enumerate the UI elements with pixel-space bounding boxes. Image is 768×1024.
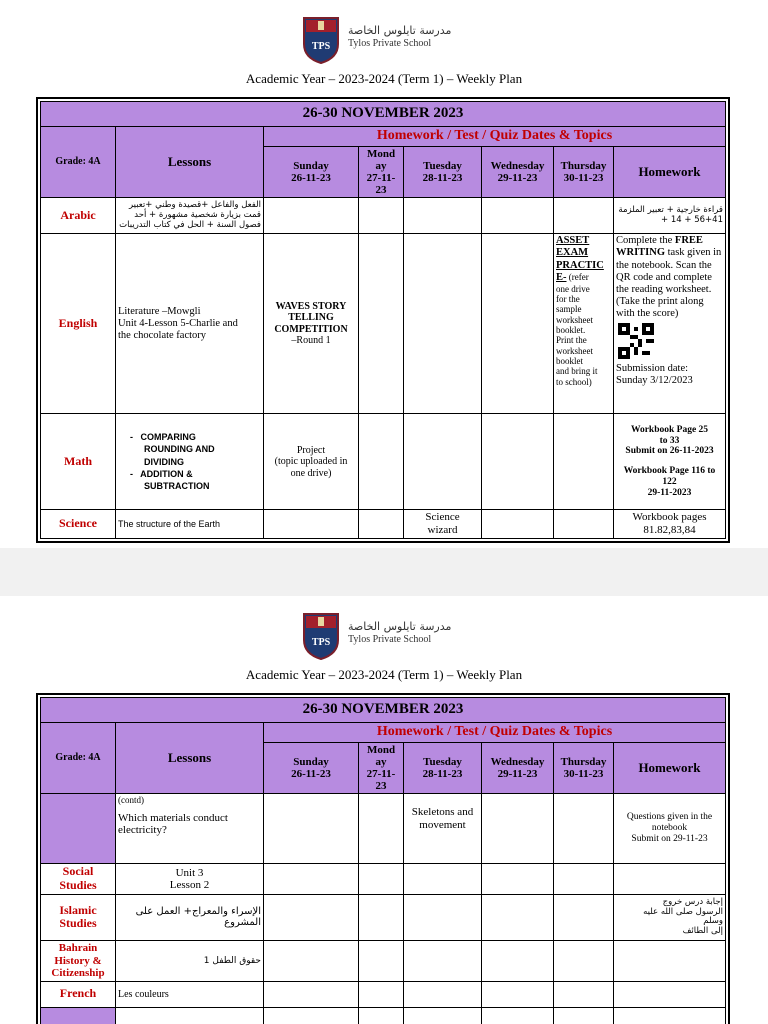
islamic-homework: إجابة درس خروج الرسول صلى الله عليه وسلم إلى الطائف xyxy=(614,894,726,940)
social-lessons: Unit 3 Lesson 2 xyxy=(116,864,264,895)
thursday-header: Thursday 30-11-23 xyxy=(554,743,614,794)
science-tuesday: Science wizard xyxy=(404,510,482,538)
bahrain-lessons: حقوق الطفل 1 xyxy=(116,940,264,981)
english-thursday: ASSET EXAM PRACTIC E- (refer one drive for the sample worksheet booklet. Print the worksheet booklet and bring it to school) xyxy=(554,234,614,414)
table-row xyxy=(41,864,726,895)
tuesday-header: Tuesday 28-11-23 xyxy=(404,147,482,198)
subject-french: French xyxy=(41,981,116,1007)
math-lessons: - COMPARING ROUNDING AND DIVIDING - ADDITION & SUBTRACTION xyxy=(116,414,264,510)
sunday-header: Sunday 26-11-23 xyxy=(264,147,359,198)
school-name-arabic: مدرسة تايلوس الخاصة xyxy=(348,620,452,633)
school-header xyxy=(0,14,768,66)
subject-science-contd xyxy=(41,794,116,864)
table-row xyxy=(41,940,726,981)
french-lessons: Les couleurs xyxy=(116,981,264,1007)
lessons-header: Lessons xyxy=(116,723,264,794)
subject-math: Math xyxy=(41,414,116,510)
table-row xyxy=(41,894,726,940)
math-homework: Workbook Page 25 to 33 Submit on 26-11-2023 Workbook Page 116 to 122 29-11-2023 xyxy=(614,414,726,510)
sunday-header: Sunday 26-11-23 xyxy=(264,743,359,794)
science-lessons: The structure of the Earth xyxy=(116,510,264,538)
page-2 xyxy=(0,596,768,1024)
arabic-lessons: الفعل والفاعل +قصيدة وطني +تعبير قمت بزيارة شخصية مشهورة + أحد فصول السنة + الحل في كتاب التدريبات xyxy=(116,198,264,234)
subject-social-studies: Social Studies xyxy=(41,864,116,895)
subject-science: Science xyxy=(41,510,116,538)
school-name-arabic: مدرسة تايلوس الخاصة xyxy=(348,24,452,37)
school-name-english: Tylos Private School xyxy=(348,38,432,49)
math-sunday: Project (topic uploaded in one drive) xyxy=(264,414,359,510)
svg-text:TPS: TPS xyxy=(311,637,331,648)
science-homework: Workbook pages 81.82,83,84 xyxy=(614,510,726,538)
wednesday-header: Wednesday 29-11-23 xyxy=(482,147,554,198)
wednesday-header: Wednesday 29-11-23 xyxy=(482,743,554,794)
table-row xyxy=(41,794,726,864)
monday-header: Mond ay 27-11- 23 xyxy=(359,147,404,198)
plan-title: Academic Year – 2023-2024 (Term 1) – Weekly Plan xyxy=(245,667,523,682)
subject-arabic: Arabic xyxy=(41,198,116,234)
school-header xyxy=(0,610,768,662)
weekly-plan-table xyxy=(36,97,730,543)
table-row xyxy=(41,981,726,1007)
school-crest-logo xyxy=(302,612,340,660)
svg-text:TPS: TPS xyxy=(311,41,331,52)
science-contd-tuesday: Skeletons and movement xyxy=(404,794,482,864)
science-contd-lessons: (contd) Which materials conduct electricity? xyxy=(116,794,264,864)
subject-islamic-studies: Islamic Studies xyxy=(41,894,116,940)
table-row xyxy=(41,234,726,414)
homework-dates-header: Homework / Test / Quiz Dates & Topics xyxy=(264,723,726,743)
homework-dates-header: Homework / Test / Quiz Dates & Topics xyxy=(264,127,726,147)
monday-header: Mond ay 27-11- 23 xyxy=(359,743,404,794)
week-dates: 26-30 NOVEMBER 2023 xyxy=(41,102,726,127)
school-crest-logo xyxy=(302,16,340,64)
thursday-header: Thursday 30-11-23 xyxy=(554,147,614,198)
plan-title: Academic Year – 2023-2024 (Term 1) – Weekly Plan xyxy=(245,71,523,86)
science-contd-homework: Questions given in the notebook Submit on 29-11-23 xyxy=(614,794,726,864)
page-separator xyxy=(0,548,768,596)
homework-header: Homework xyxy=(614,743,726,794)
lessons-header: Lessons xyxy=(116,127,264,198)
subject-bahrain-history: Bahrain History & Citizenship xyxy=(41,940,116,981)
school-name-english: Tylos Private School xyxy=(348,634,432,645)
english-homework: Complete the FREE WRITING task given in the notebook. Scan the QR code and complete the reading worksheet.(Take the print along with the score) Submission date: Sunday 3/12/2023 xyxy=(614,234,726,414)
table-row xyxy=(41,414,726,510)
tuesday-header: Tuesday 28-11-23 xyxy=(404,743,482,794)
subject-english: English xyxy=(41,234,116,414)
week-dates: 26-30 NOVEMBER 2023 xyxy=(41,698,726,723)
qr-code-icon[interactable] xyxy=(618,323,654,359)
table-row xyxy=(41,1007,726,1024)
islamic-lessons: الإسراء والمعراج+ العمل على المشروع xyxy=(116,894,264,940)
table-row xyxy=(41,510,726,538)
english-sunday: WAVES STORY TELLING COMPETITION –Round 1 xyxy=(264,234,359,414)
english-lessons: Literature –Mowgli Unit 4-Lesson 5-Charlie and the chocolate factory xyxy=(116,234,264,414)
grade-label: Grade: 4A xyxy=(41,127,116,198)
homework-header: Homework xyxy=(614,147,726,198)
weekly-plan-table xyxy=(36,693,730,1024)
table-row xyxy=(41,198,726,234)
grade-label: Grade: 4A xyxy=(41,723,116,794)
arabic-homework: قراءة خارجية + تعبير الملزمة 56+41 + 14 + xyxy=(614,198,726,234)
